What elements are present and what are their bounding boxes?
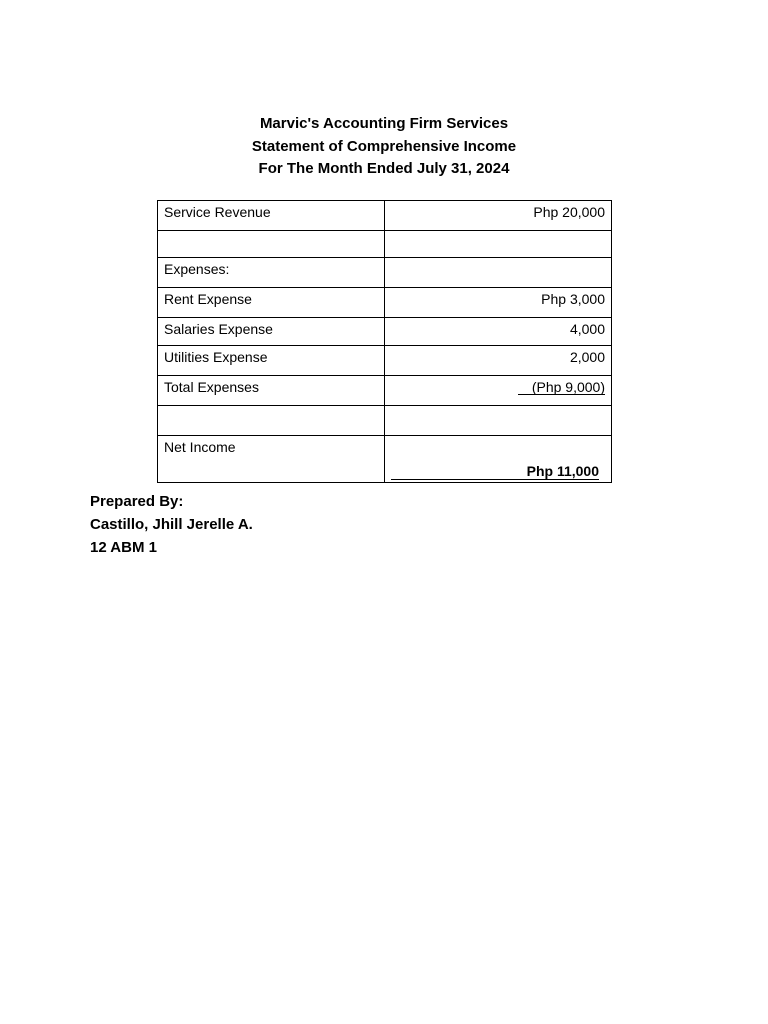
table-row-net-income [158, 436, 612, 483]
expenses-heading-label: Expenses: [158, 258, 385, 288]
blank-cell [385, 258, 612, 288]
table-row-blank [158, 231, 612, 258]
service-revenue-label: Service Revenue [158, 201, 385, 231]
prepared-by-heading: Prepared By: [90, 493, 184, 510]
total-expenses-label: Total Expenses [158, 376, 385, 406]
table-row-salaries-expense [158, 318, 612, 346]
rent-expense-label: Rent Expense [158, 288, 385, 318]
table-row-service-revenue [158, 201, 612, 231]
table-row-blank [158, 406, 612, 436]
table-row-rent-expense [158, 288, 612, 318]
table-row-expenses-heading [158, 258, 612, 288]
blank-cell [158, 406, 385, 436]
net-income-label: Net Income [158, 436, 385, 483]
blank-cell [158, 231, 385, 258]
statement-period: For The Month Ended July 31, 2024 [258, 160, 510, 177]
rent-expense-amount: Php 3,000 [385, 288, 612, 318]
company-name: Marvic's Accounting Firm Services [259, 115, 509, 132]
utilities-expense-amount: 2,000 [385, 346, 612, 376]
utilities-expense-label: Utilities Expense [158, 346, 385, 376]
preparer-name: Castillo, Jhill Jerelle A. [90, 516, 253, 533]
income-statement-table [157, 200, 612, 483]
document-header [0, 113, 768, 181]
salaries-expense-amount: 4,000 [385, 318, 612, 346]
net-income-amount: Php 11,000 [391, 463, 599, 480]
salaries-expense-label: Salaries Expense [158, 318, 385, 346]
blank-cell [385, 406, 612, 436]
statement-title: Statement of Comprehensive Income [251, 137, 517, 155]
service-revenue-amount: Php 20,000 [385, 201, 612, 231]
table-row-utilities-expense [158, 346, 612, 376]
net-income-cell [385, 436, 612, 483]
prepared-by-block [90, 490, 253, 559]
table-row-total-expenses [158, 376, 612, 406]
blank-cell [385, 231, 612, 258]
total-expenses-amount: (Php 9,000) [518, 380, 605, 395]
preparer-section: 12 ABM 1 [90, 539, 157, 556]
total-expenses-cell [385, 376, 612, 406]
